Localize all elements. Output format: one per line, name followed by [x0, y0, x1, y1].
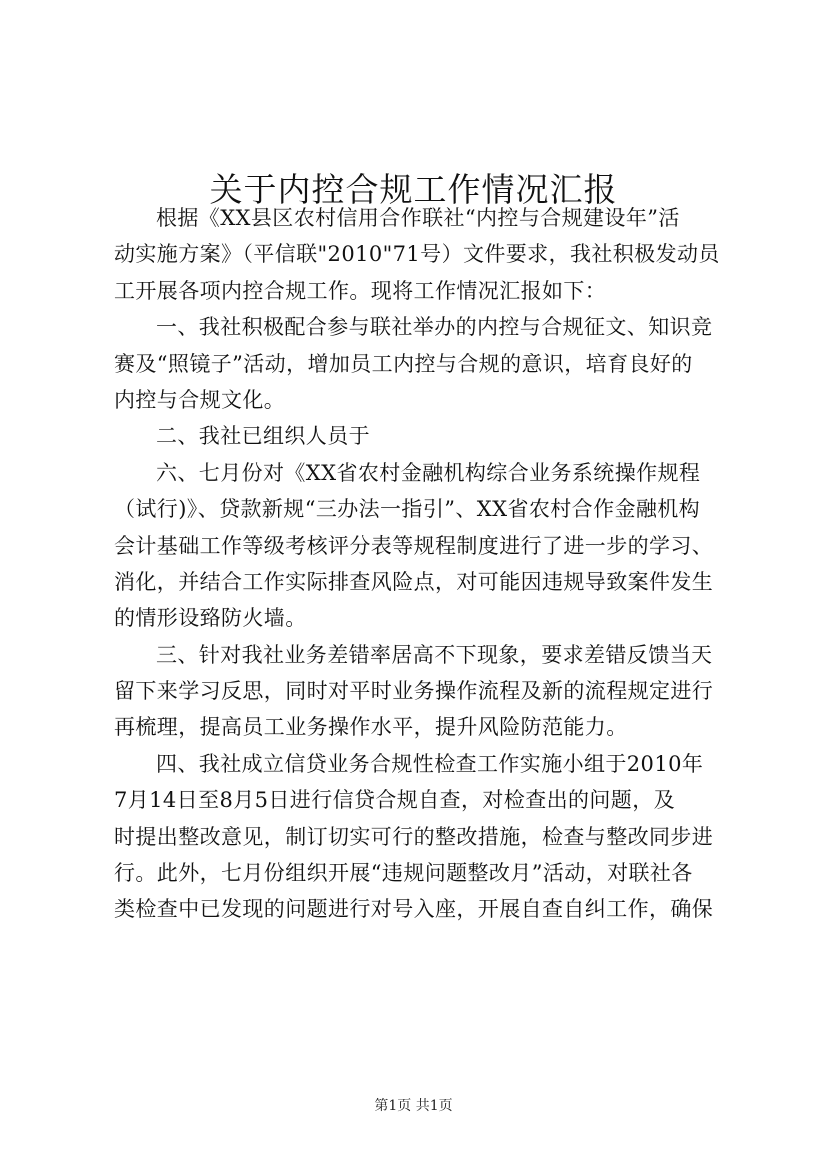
body-line: 消化，并结合工作实际排查风险点，对可能因违规导致案件发生	[114, 569, 714, 594]
body-line: 留下来学习反思，同时对平时业务操作流程及新的流程规定进行	[114, 679, 714, 704]
body-line: 动实施方案》（平信联"2010"71号）文件要求，我社积极发动员	[114, 242, 720, 267]
body-line: 六、七月份对《XX省农村金融机构综合业务系统操作规程	[156, 460, 701, 485]
body-line: 四、我社成立信贷业务合规性检查工作实施小组于2010年	[156, 751, 704, 776]
body-line: 二、我社已组织人员于	[156, 424, 370, 449]
body-line: 再梳理，提高员工业务操作水平，提升风险防范能力。	[114, 715, 628, 740]
body-line: 赛及“照镜子”活动，增加员工内控与合规的意识，培育良好的	[114, 351, 693, 376]
document-title: 关于内控合规工作情况汇报	[209, 170, 618, 210]
page-footer: 第1页 共1页	[374, 1098, 453, 1114]
body-line: 行。此外，七月份组织开展“违规问题整改月”活动，对联社各	[114, 861, 693, 886]
body-line: 时提出整改意见，制订切实可行的整改措施，检查与整改同步进	[114, 824, 714, 849]
body-line: 类检查中已发现的问题进行对号入座，开展自查自纠工作，确保	[114, 897, 714, 922]
body-line: 内控与合规文化。	[114, 387, 286, 412]
body-line: 会计基础工作等级考核评分表等规程制度进行了进一步的学习、	[114, 533, 714, 558]
document-body	[114, 200, 754, 928]
body-line: 一、我社积极配合参与联社举办的内控与合规征文、知识竞	[156, 315, 713, 340]
body-line: 工开展各项内控合规工作。现将工作情况汇报如下：	[114, 278, 607, 303]
body-line: 7月14日至8月5日进行信贷合规自查，对检查出的问题，及	[114, 788, 676, 813]
body-line: （试行)》、贷款新规“三办法一指引”、XX省农村合作金融机构	[114, 497, 701, 522]
body-line: 三、针对我社业务差错率居高不下现象，要求差错反馈当天	[156, 642, 713, 667]
body-line: 根据《XX县区农村信用合作联社“内控与合规建设年”活	[156, 206, 680, 230]
body-line: 的情形设臵防火墙。	[114, 606, 307, 631]
